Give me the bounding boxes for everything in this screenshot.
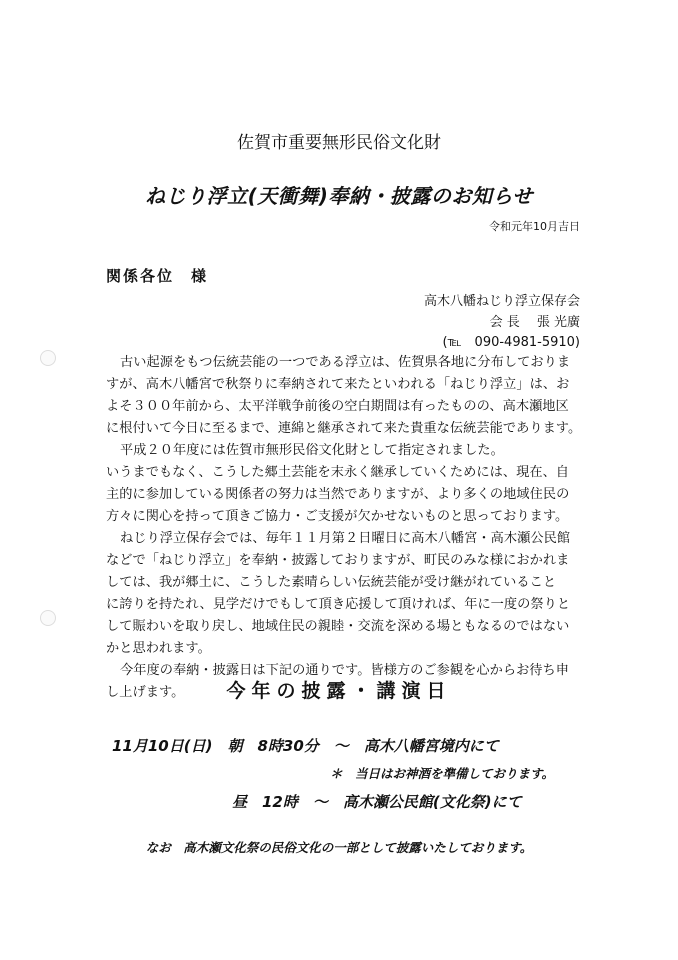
body-line: かと思われます。 bbox=[106, 641, 211, 656]
sender-representative: 会 長 張 光廣 bbox=[489, 315, 580, 330]
body-line: いうまでもなく、こうした郷土芸能を末永く継承していくためには、現在、自 bbox=[106, 465, 570, 480]
sender-organization: 高木八幡ねじり浮立保存会 bbox=[423, 294, 580, 309]
addressee: 関係各位 様 bbox=[106, 267, 209, 285]
body-line: よそ３００年前から、太平洋戦争前後の空白期間は有ったものの、高木瀬地区 bbox=[106, 399, 569, 414]
body-line: に誇りを持たれ、見学だけでもして頂き応援して頂ければ、年に一度の祭りと bbox=[106, 597, 571, 612]
body-line: ねじり浮立保存会では、毎年１１月第２日曜日に高木八幡宮・高木瀬公民館 bbox=[120, 531, 571, 546]
schedule-morning: 11月10日(日) 朝 8時30分 ～ 高木八幡宮境内にて bbox=[112, 737, 499, 755]
body-line: に根付いて今日に至るまで、連綿と継承されて来た貴重な伝統芸能であります。 bbox=[106, 421, 582, 436]
body-line: などで「ねじり浮立」を奉納・披露しておりますが、町民のみな様におかれま bbox=[106, 553, 570, 568]
body-line: 主的に参加している関係者の努力は当然でありますが、より多くの地域住民の bbox=[106, 487, 570, 502]
body-line: 平成２０年度には佐賀市無形民俗文化財として指定されました。 bbox=[120, 443, 504, 458]
punch-hole bbox=[40, 350, 56, 366]
issue-date: 令和元年10月吉日 bbox=[489, 220, 580, 233]
schedule-noon: 昼 12時 ～ 高木瀬公民館(文化祭)にて bbox=[232, 793, 522, 811]
body-line: し上げます。 bbox=[106, 685, 185, 700]
body-line: しては、我が郷土に、こうした素晴らしい伝統芸能が受け継がれていること bbox=[106, 575, 557, 590]
body-line: 古い起源をもつ伝統芸能の一つである浮立は、佐賀県各地に分布しておりま bbox=[120, 355, 571, 370]
body-line: して賑わいを取り戻し、地域住民の親睦・交流を深める場ともなるのではない bbox=[106, 619, 570, 634]
punch-hole bbox=[40, 610, 56, 626]
body-line: すが、高木八幡宮で秋祭りに奉納されて来たといわれる「ねじり浮立」は、お bbox=[106, 377, 570, 392]
sender-phone: (℡ 090-4981-5910) bbox=[442, 335, 580, 350]
document-subtitle: 佐賀市重要無形民俗文化財 bbox=[237, 133, 441, 153]
schedule-note: ＊ 当日はお神酒を準備しております。 bbox=[330, 766, 555, 781]
closing-note: なお 高木瀬文化祭の民俗文化の一部として披露いたしております。 bbox=[145, 840, 533, 855]
body-line: 方々に関心を持って頂きご協力・ご支援が欠かせないものと思っております。 bbox=[106, 509, 569, 524]
document-title: ねじり浮立(天衝舞)奉納・披露のお知らせ bbox=[145, 184, 533, 208]
event-heading: 今年の披露・講演日 bbox=[226, 680, 452, 702]
body-line: 今年度の奉納・披露日は下記の通りです。皆様方のご参観を心からお待ち申 bbox=[120, 663, 570, 678]
